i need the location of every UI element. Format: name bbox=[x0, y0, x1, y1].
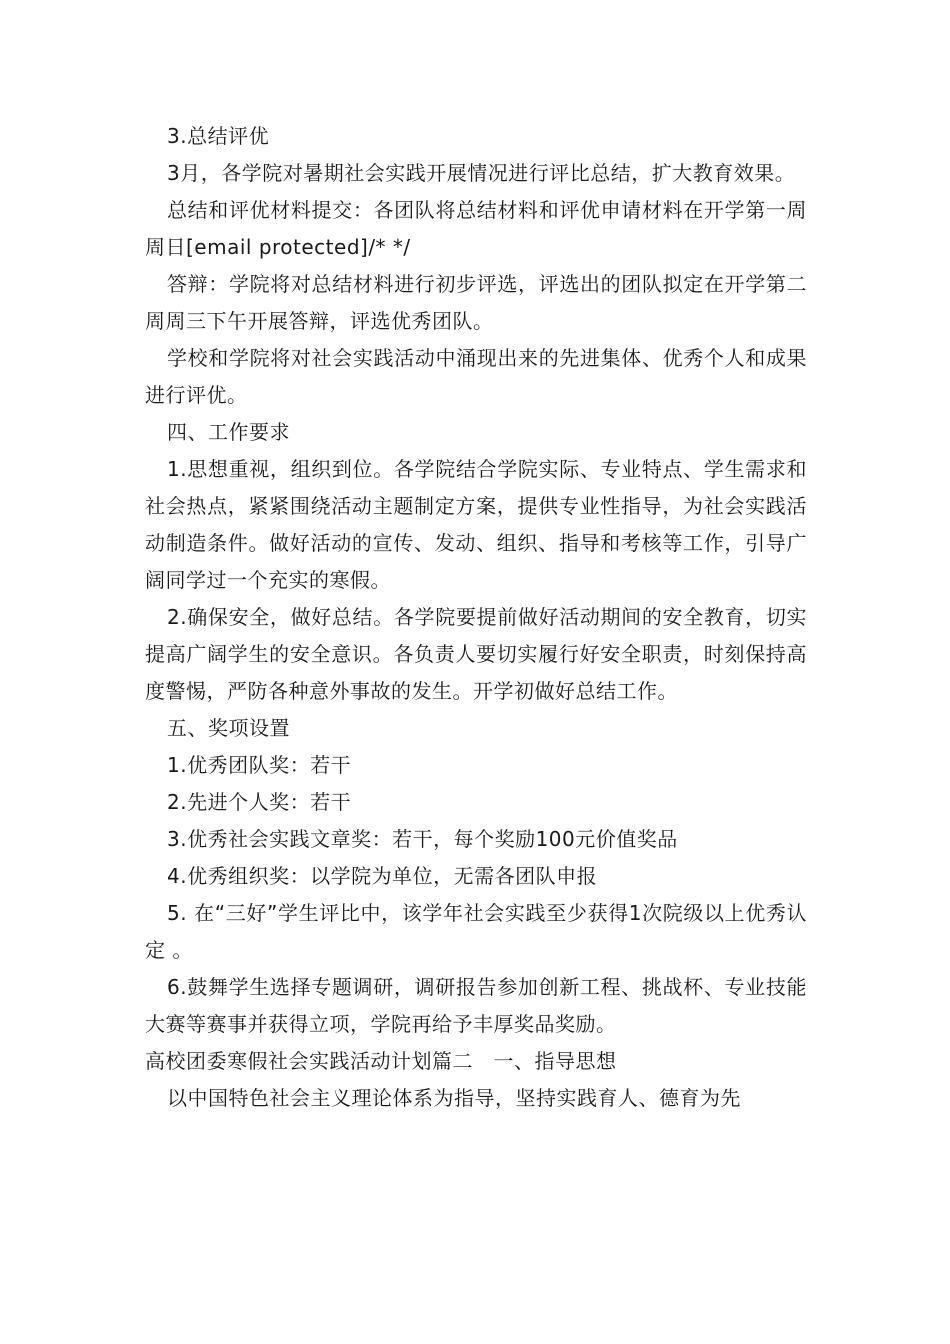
section-heading-plan-part-two: 高校团委寒假社会实践活动计划篇二 一、指导思想 bbox=[145, 1049, 617, 1073]
list-item-award-6: 6.鼓舞学生选择专题调研，调研报告参加创新工程、挑战杯、专业技能大赛等赛事并获得立项，学院再给予丰厚奖品奖励。 bbox=[145, 975, 807, 1036]
list-item-award-2: 2.先进个人奖：若干 bbox=[167, 790, 352, 814]
paragraph-guiding-ideology: 以中国特色社会主义理论体系为指导，坚持实践育人、德育为先 bbox=[167, 1086, 741, 1110]
list-item-award-1: 1.优秀团队奖：若干 bbox=[167, 753, 352, 777]
document-body bbox=[145, 118, 807, 1117]
paragraph-requirement-2: 2.确保安全，做好总结。各学院要提前做好活动期间的安全教育，切实提高广阔学生的安全意识。各负责人要切实履行好安全职责，时刻保持高度警惕，严防各种意外事故的发生。开学初做好总结工作。 bbox=[145, 605, 807, 703]
paragraph-defense: 答辩：学院将对总结材料进行初步评选，评选出的团队拟定在开学第二周周三下午开展答辩，评选优秀团队。 bbox=[145, 272, 807, 333]
paragraph-march-review: 3月，各学院对暑期社会实践开展情况进行评比总结，扩大教育效果。 bbox=[167, 161, 796, 185]
paragraph-awards-evaluation: 学校和学院将对社会实践活动中涌现出来的先进集体、优秀个人和成果进行评优。 bbox=[145, 346, 807, 407]
list-item-award-4: 4.优秀组织奖：以学院为单位，无需各团队申报 bbox=[167, 864, 598, 888]
paragraph-requirement-1: 1.思想重视，组织到位。各学院结合学院实际、专业特点、学生需求和社会热点，紧紧围绕活动主题制定方案，提供专业性指导，为社会实践活动制造条件。做好活动的宣传、发动、组织、指导和考核等工作，引导广阔同学过一个充实的寒假。 bbox=[145, 457, 807, 592]
paragraph-materials-submission: 总结和评优材料提交：各团队将总结材料和评优申请材料在开学第一周周日[email protected]/* */ bbox=[145, 198, 807, 259]
section-heading-summary: 3.总结评优 bbox=[167, 124, 270, 148]
list-item-award-5: 5. 在“三好”学生评比中，该学年社会实践至少获得1次院级以上优秀认定 。 bbox=[145, 901, 807, 962]
section-heading-requirements: 四、工作要求 bbox=[167, 420, 290, 444]
section-heading-awards: 五、奖项设置 bbox=[167, 716, 290, 740]
list-item-award-3: 3.优秀社会实践文章奖：若干，每个奖励100元价值奖品 bbox=[167, 827, 678, 851]
